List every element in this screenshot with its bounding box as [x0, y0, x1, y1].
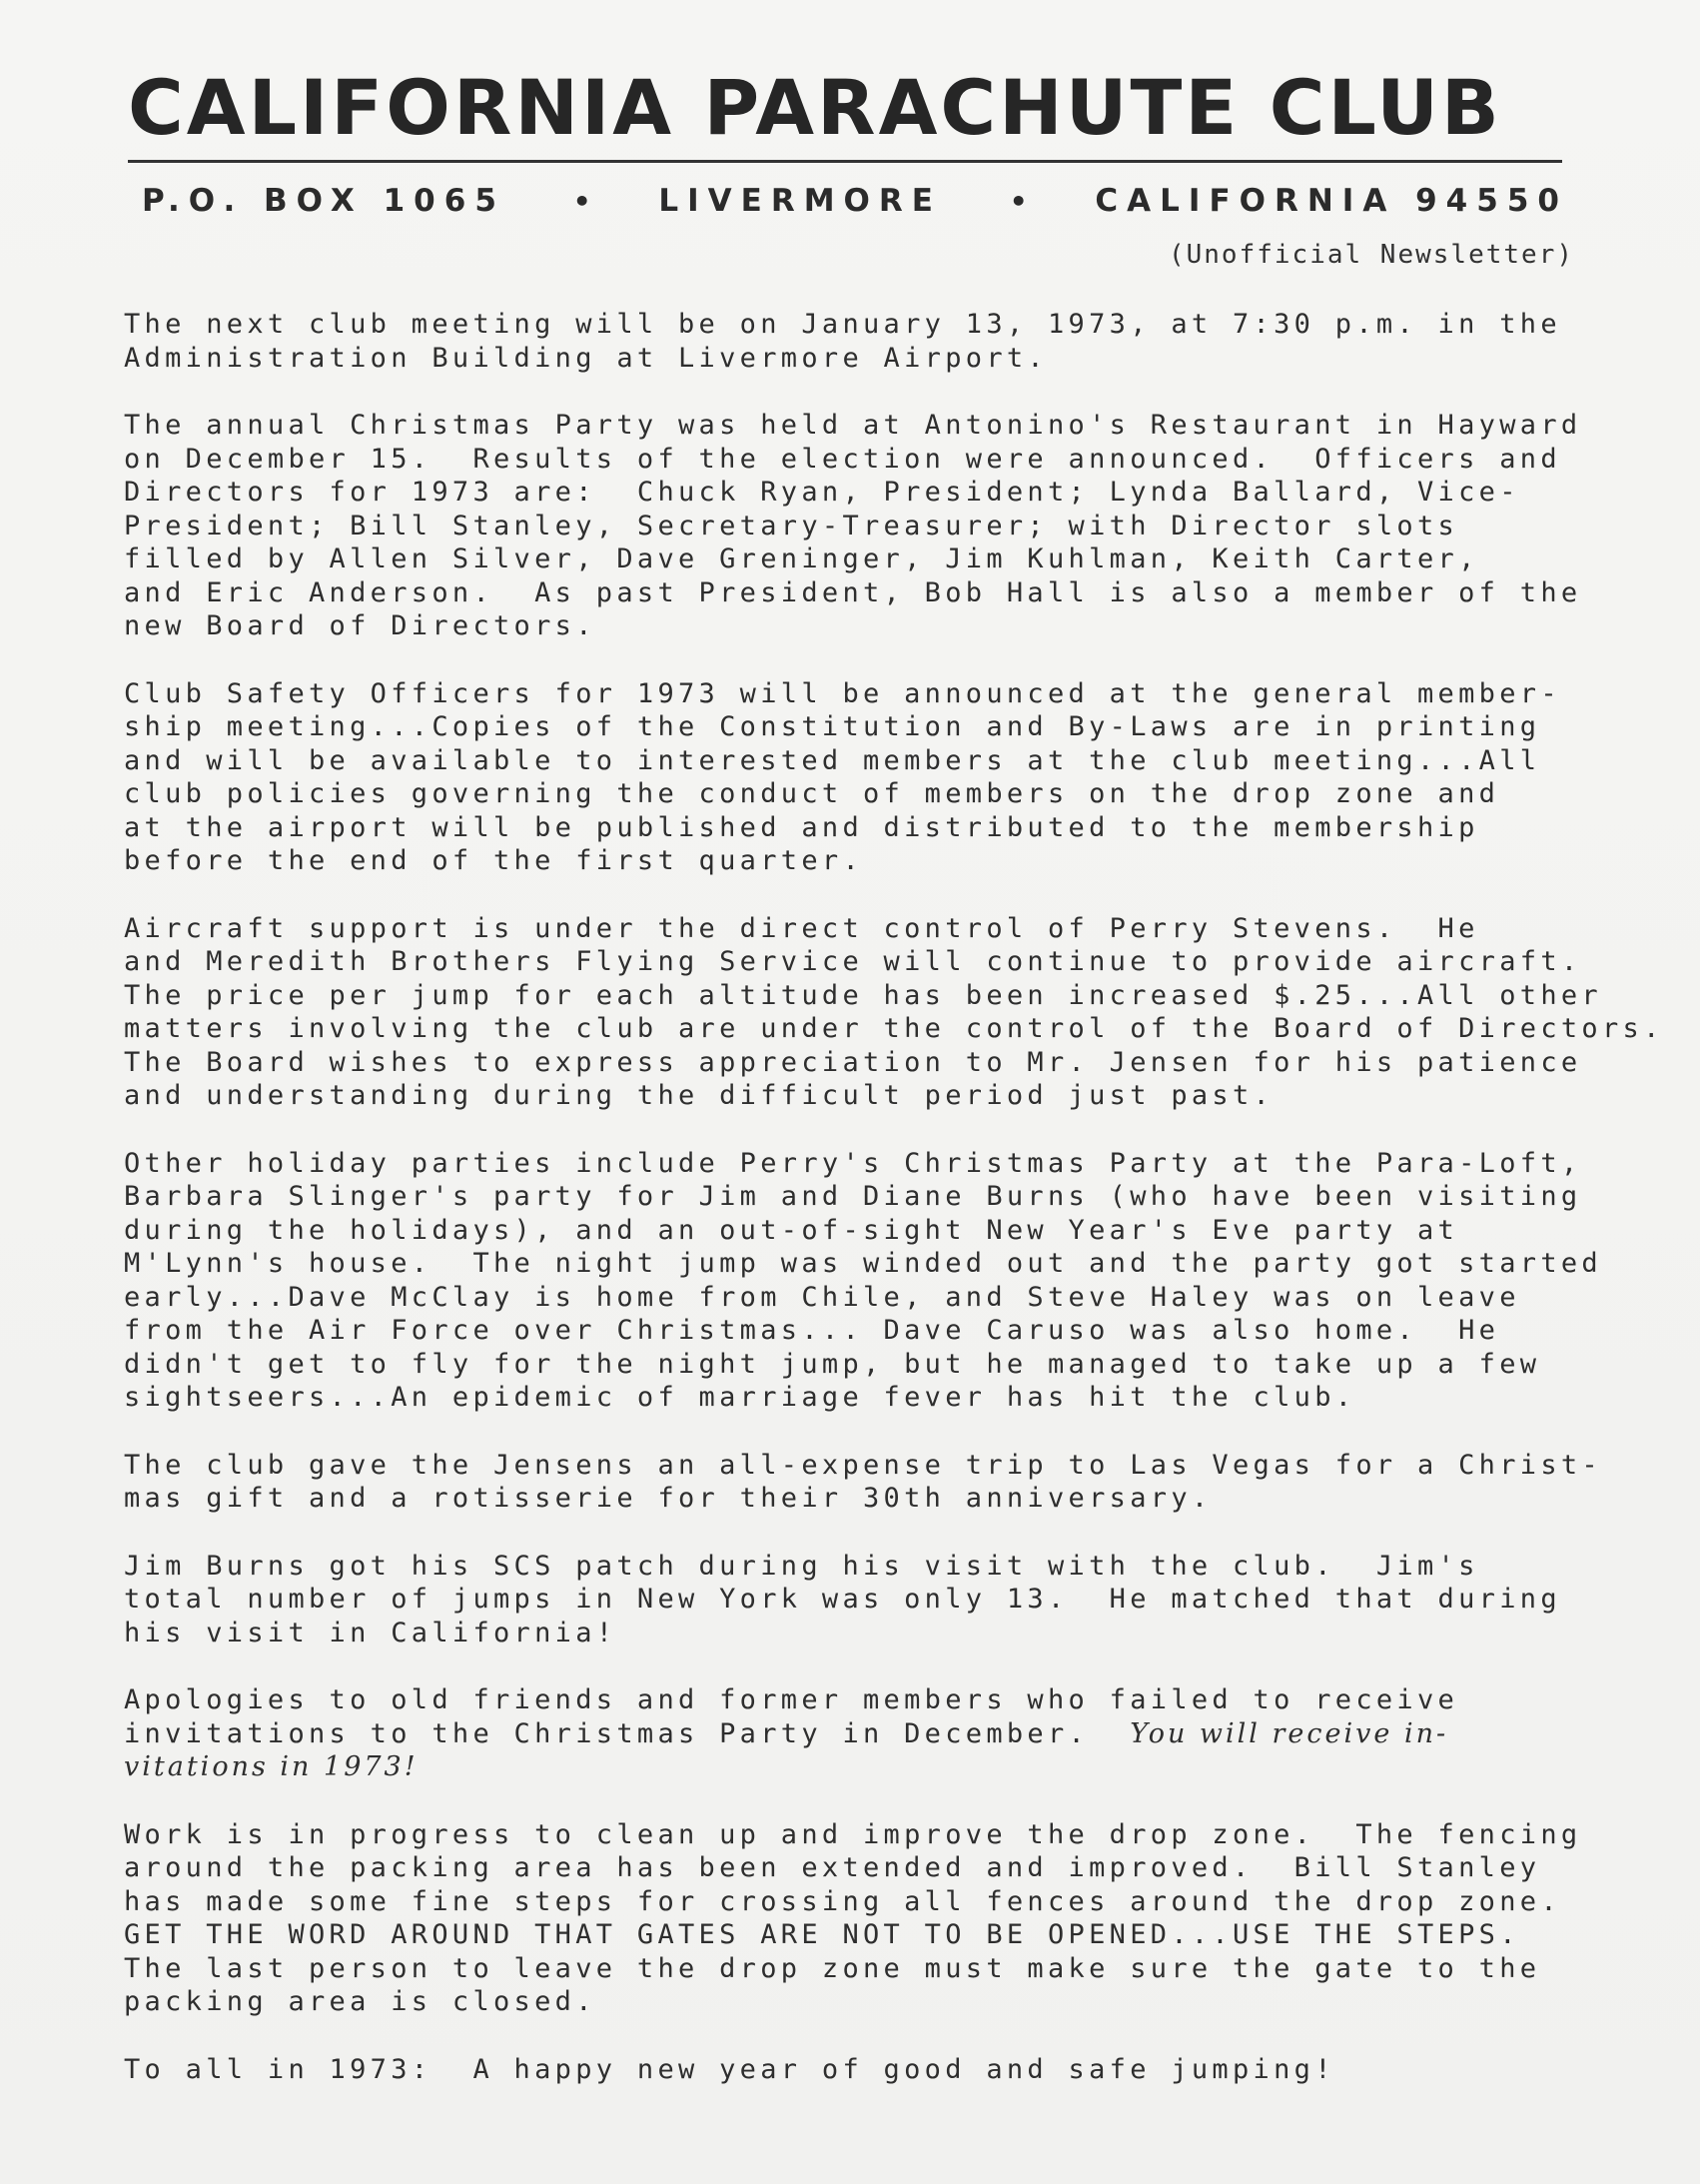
text-line: The Board wishes to express appreciation to Mr. Jensen for his patience [124, 1046, 1582, 1078]
text-line: packing area is closed. [124, 1986, 596, 2017]
text-line: To all in 1973: A happy new year of good and safe jumping! [124, 2053, 1335, 2085]
po-box: P.O. BOX 1065 [142, 183, 505, 219]
paragraph [124, 677, 1642, 878]
text-line: The price per jump for each altitude has been increased $.25...All other [124, 979, 1602, 1011]
paragraph [124, 308, 1642, 375]
text-line: and will be available to interested members at the club meeting...All [124, 744, 1541, 776]
text-line: and Eric Anderson. As past President, Bob Hall is also a member of the [124, 576, 1582, 608]
separator-dot-icon: • [1009, 184, 1028, 218]
text-line: M'Lynn's house. The night jump was winded out and the party got started [124, 1248, 1602, 1279]
text-line: mas gift and a rotisserie for their 30th anniversary. [124, 1483, 1213, 1514]
paragraphs-after [124, 1818, 1642, 2087]
text-line: Administration Building at Livermore Airport. [124, 342, 1048, 374]
text-line [124, 1717, 1642, 1751]
text-line: total number of jumps in New York was only 13. He matched that during [124, 1584, 1561, 1615]
address-line [128, 183, 1568, 219]
text-line: from the Air Force over Christmas... Dave Caruso was also home. He [124, 1315, 1500, 1346]
paragraph [124, 1449, 1642, 1516]
title-rule [128, 160, 1562, 163]
text-line: Barbara Slinger's party for Jim and Diane Burns (who have been visiting [124, 1181, 1582, 1212]
paragraphs-before [124, 308, 1664, 1649]
text-line: and understanding during the difficult period just past. [124, 1080, 1275, 1111]
newsletter-body [124, 308, 1664, 2120]
state-zip: CALIFORNIA 94550 [1095, 183, 1568, 219]
text-line: Apologies to old friends and former members who failed to receive [124, 1684, 1459, 1715]
text-line: during the holidays), and an out-of-sight New Year's Eve party at [124, 1214, 1459, 1246]
text-line: Work is in progress to clean up and improve the drop zone. The fencing [124, 1818, 1582, 1850]
text-line: his visit in California! [124, 1617, 617, 1648]
text-line: The last person to leave the drop zone must make sure the gate to the [124, 1952, 1541, 1984]
text-line: The annual Christmas Party was held at Antonino's Restaurant in Hayward [124, 410, 1582, 441]
club-title: CALIFORNIA PARACHUTE CLUB [128, 63, 1502, 152]
paragraph [124, 912, 1664, 1113]
separator-dot-icon: • [572, 184, 591, 218]
text-line: has made some fine steps for crossing all fences around the drop zone. [124, 1885, 1561, 1917]
text-segment: invitations to the Christmas Party in December. [124, 1717, 1131, 1749]
italic-text-line: vitations in 1973! [124, 1751, 419, 1782]
italic-text-segment: You will receive in- [1130, 1717, 1449, 1749]
text-line: filled by Allen Silver, Dave Greninger, Jim Kuhlman, Keith Carter, [124, 544, 1479, 574]
paragraph [124, 1147, 1642, 1415]
text-line: The club gave the Jensens an all-expense trip to Las Vegas for a Christ- [124, 1449, 1602, 1481]
text-line: President; Bill Stanley, Secretary-Treasurer; with Director slots [124, 510, 1459, 542]
text-line: on December 15. Results of the election were announced. Officers and [124, 443, 1561, 475]
text-line: Directors for 1973 are: Chuck Ryan, President; Lynda Ballard, Vice- [124, 477, 1520, 508]
text-line: and Meredith Brothers Flying Service will continue to provide aircraft. [124, 946, 1582, 977]
text-line: around the packing area has been extended and improved. Bill Stanley [124, 1852, 1541, 1883]
paragraph [124, 409, 1642, 643]
paragraph [124, 2053, 1642, 2087]
text-line: Aircraft support is under the direct control of Perry Stevens. He [124, 912, 1479, 944]
text-line: before the end of the first quarter. [124, 845, 863, 876]
text-line: at the airport will be published and distributed to the membership [124, 811, 1479, 843]
text-line: club policies governing the conduct of members on the drop zone and [124, 778, 1500, 809]
text-line: matters involving the club are under the control of the Board of Directors. [124, 1013, 1664, 1044]
text-line: GET THE WORD AROUND THAT GATES ARE NOT TO BE OPENED...USE THE STEPS. [124, 1919, 1520, 1950]
text-line: early...Dave McClay is home from Chile, and Steve Haley was on leave [124, 1281, 1520, 1313]
city: LIVERMORE [658, 183, 942, 219]
paragraph [124, 1550, 1642, 1650]
newsletter-subtitle: (Unofficial Newsletter) [1168, 240, 1574, 270]
text-line: Other holiday parties include Perry's Christmas Party at the Para-Loft, [124, 1147, 1582, 1179]
text-line: ship meeting...Copies of the Constitution and By-Laws are in printing [124, 711, 1541, 742]
text-line: new Board of Directors. [124, 610, 596, 641]
paragraph [124, 1818, 1642, 2019]
text-line: Jim Burns got his SCS patch during his visit with the club. Jim's [124, 1550, 1479, 1582]
paragraph-apologies [124, 1683, 1642, 1784]
masthead [128, 63, 1568, 219]
text-line: sightseers...An epidemic of marriage fever has hit the club. [124, 1382, 1356, 1413]
text-line: Club Safety Officers for 1973 will be announced at the general member- [124, 677, 1561, 709]
text-line: The next club meeting will be on January 13, 1973, at 7:30 p.m. in the [124, 309, 1561, 340]
text-line: didn't get to fly for the night jump, but he managed to take up a few [124, 1348, 1541, 1380]
